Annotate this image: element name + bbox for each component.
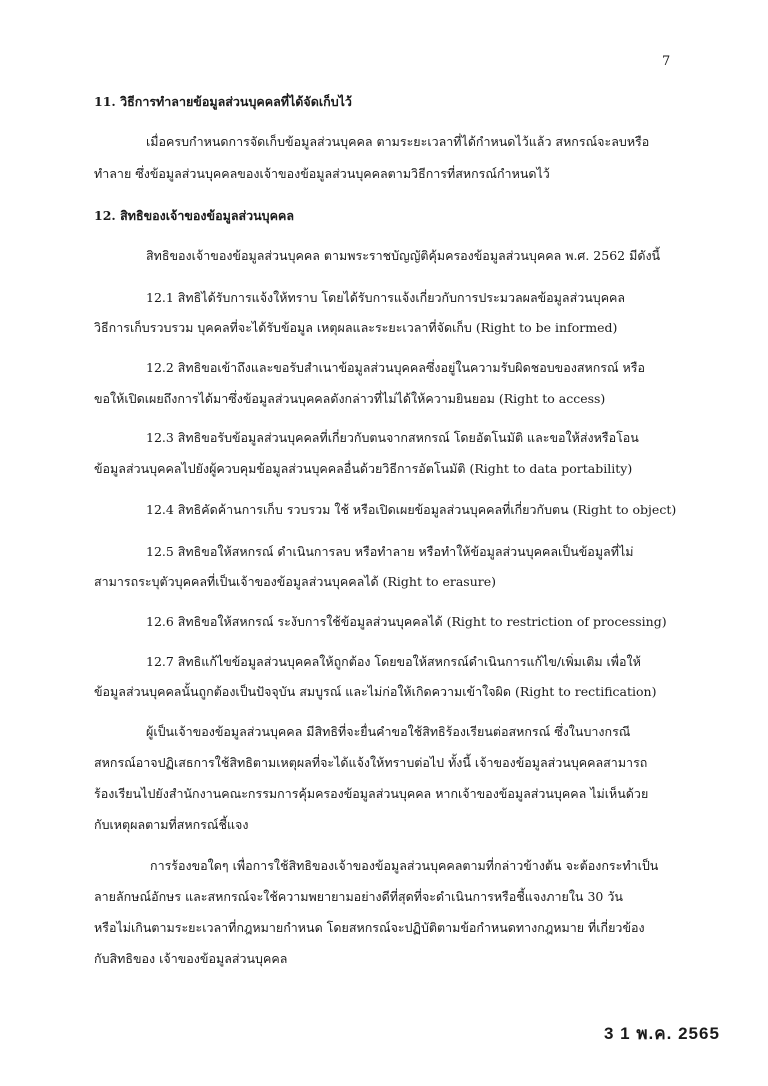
section-12-heading: 12. สิทธิของเจ้าของข้อมูลส่วนบุคคล (94, 208, 294, 223)
request-paragraph-line: ลายลักษณ์อักษร และสหกรณ์จะใช้ความพยายามอย่างดีที่สุดที่จะดำเนินการหรือชี้แจงภายใน 30 วัน (94, 889, 623, 904)
complaint-paragraph-line: ร้องเรียนไปยังสำนักงานคณะกรรมการคุ้มครองข้อมูลส่วนบุคคล หากเจ้าของข้อมูลส่วนบุคคล ไม่เห็นด้วย (94, 786, 649, 801)
request-paragraph-line: หรือไม่เกินตามระยะเวลาที่กฎหมายกำหนด โดยสหกรณ์จะปฏิบัติตามข้อกำหนดทางกฎหมาย ที่เกี่ยวข้อง (94, 920, 645, 935)
right-12-6-line: 12.6 สิทธิขอให้สหกรณ์ ระงับการใช้ข้อมูลส่วนบุคคลได้ (Right to restriction of processing) (146, 614, 667, 629)
right-12-3-line: ข้อมูลส่วนบุคคลไปยังผู้ควบคุมข้อมูลส่วนบุคคลอื่นด้วยวิธีการอัตโนมัติ (Right to data portability) (94, 461, 633, 476)
section-11-paragraph-line: ทำลาย ซึ่งข้อมูลส่วนบุคคลของเจ้าของข้อมูลส่วนบุคคลตามวิธีการที่สหกรณ์กำหนดไว้ (94, 166, 550, 181)
right-12-2-line: 12.2 สิทธิขอเข้าถึงและขอรับสำเนาข้อมูลส่วนบุคคลซึ่งอยู่ในความรับผิดชอบของสหกรณ์ หรือ (146, 360, 646, 375)
page-number: 7 (662, 54, 671, 69)
right-12-1-line: 12.1 สิทธิได้รับการแจ้งให้ทราบ โดยได้รับการแจ้งเกี่ยวกับการประมวลผลข้อมูลส่วนบุคคล (146, 290, 626, 305)
right-12-3-line: 12.3 สิทธิขอรับข้อมูลส่วนบุคคลที่เกี่ยวกับตนจากสหกรณ์ โดยอัตโนมัติ และขอให้ส่งหรือโอน (146, 430, 639, 445)
complaint-paragraph-line: กับเหตุผลตามที่สหกรณ์ชี้แจง (94, 817, 249, 832)
right-12-4-line: 12.4 สิทธิคัดค้านการเก็บ รวบรวม ใช้ หรือเปิดเผยข้อมูลส่วนบุคคลที่เกี่ยวกับตน (Right to object) (146, 502, 677, 517)
date-stamp: 3 1 พ.ค. 2565 (604, 1024, 720, 1043)
right-12-1-line: วิธีการเก็บรวบรวม บุคคลที่จะได้รับข้อมูล เหตุผลและระยะเวลาที่จัดเก็บ (Right to be informed) (94, 320, 618, 335)
section-11-heading: 11. วิธีการทำลายข้อมูลส่วนบุคคลที่ได้จัดเก็บไว้ (94, 94, 352, 109)
complaint-paragraph-line: ผู้เป็นเจ้าของข้อมูลส่วนบุคคล มีสิทธิที่จะยื่นคำขอใช้สิทธิร้องเรียนต่อสหกรณ์ ซึ่งในบางกรณี (146, 724, 631, 739)
section-12-intro: สิทธิของเจ้าของข้อมูลส่วนบุคคล ตามพระราชบัญญัติคุ้มครองข้อมูลส่วนบุคคล พ.ศ. 2562 มีดังนี้ (146, 248, 661, 263)
request-paragraph-line: กับสิทธิของ เจ้าของข้อมูลส่วนบุคคล (94, 951, 288, 966)
right-12-7-line: ข้อมูลส่วนบุคคลนั้นถูกต้องเป็นปัจจุบัน สมบูรณ์ และไม่ก่อให้เกิดความเข้าใจผิด (Right to rectification) (94, 684, 657, 699)
right-12-7-line: 12.7 สิทธิแก้ไขข้อมูลส่วนบุคคลให้ถูกต้อง โดยขอให้สหกรณ์ดำเนินการแก้ไข/เพิ่มเติม เพื่อให้ (146, 654, 641, 669)
request-paragraph-line: การร้องขอใดๆ เพื่อการใช้สิทธิของเจ้าของข้อมูลส่วนบุคคลตามที่กล่าวข้างต้น จะต้องกระทำเป็น (150, 858, 659, 873)
right-12-2-line: ขอให้เปิดเผยถึงการได้มาซึ่งข้อมูลส่วนบุคคลดังกล่าวที่ไม่ได้ให้ความยินยอม (Right to access) (94, 391, 606, 406)
complaint-paragraph-line: สหกรณ์อาจปฏิเสธการใช้สิทธิตามเหตุผลที่จะได้แจ้งให้ทราบต่อไป ทั้งนี้ เจ้าของข้อมูลส่วนบุคคลสามารถ (94, 755, 648, 770)
right-12-5-line: สามารถระบุตัวบุคคลที่เป็นเจ้าของข้อมูลส่วนบุคคลได้ (Right to erasure) (94, 574, 497, 589)
section-11-paragraph-line: เมื่อครบกำหนดการจัดเก็บข้อมูลส่วนบุคคล ตามระยะเวลาที่ได้กำหนดไว้แล้ว สหกรณ์จะลบหรือ (146, 134, 650, 149)
right-12-5-line: 12.5 สิทธิขอให้สหกรณ์ ดำเนินการลบ หรือทำลาย หรือทำให้ข้อมูลส่วนบุคคลเป็นข้อมูลที่ไม่ (146, 544, 634, 559)
